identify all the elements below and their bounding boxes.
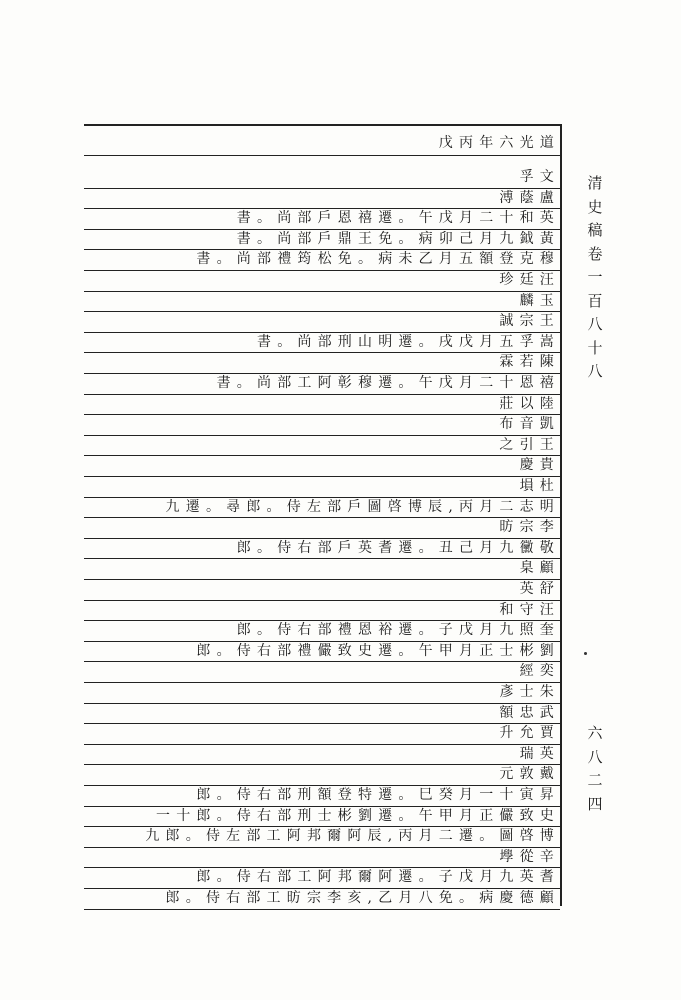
margin-dot <box>584 652 587 655</box>
table-row-text: 書。尚部戶恩禧遷。午戊月二十和英 <box>236 210 560 227</box>
row-divider <box>84 682 560 683</box>
table-row-text: 霖若陳 <box>499 354 560 371</box>
table-row-text: 郎。侍右部禮恩裕遷。子戊月九照奎 <box>236 622 560 639</box>
row-divider <box>84 600 560 601</box>
row-divider <box>84 311 560 312</box>
row-divider <box>84 455 560 456</box>
table-row-text: 瑞英 <box>519 745 560 762</box>
table-row-text: 郎。侍右部戶英耆遷。丑己月九黴敬 <box>236 539 560 556</box>
table-row-text: 溥蔭盧 <box>499 189 560 206</box>
table-row-text: 塤杜 <box>519 478 560 494</box>
table-row-text: 珍廷汪 <box>499 272 560 288</box>
table-row-text: 書。尚部禮筠松免。病未乙月五額登克穆 <box>196 251 560 268</box>
table-row-text: 麟玉 <box>519 292 560 309</box>
table-row-text: 九遷。尋郎。侍左部戶圖啓博辰,丙月二志明 <box>165 498 560 515</box>
table-top-border <box>84 124 560 126</box>
table-row-text: 額忠武 <box>499 704 560 721</box>
table-row-text: 郎。侍右部工阿邦爾阿遷。子戊月九英耆 <box>196 869 560 886</box>
table-row-text: 彥士朱 <box>499 684 560 700</box>
table-row-text: 一十郎。侍右部刑士彬劉遷。午甲月正儼致史 <box>156 807 560 824</box>
table-row-text: 㙾從辛 <box>499 848 560 865</box>
row-divider <box>84 744 560 745</box>
table-row-text: 經奕 <box>519 663 560 680</box>
table-right-rule <box>560 124 562 906</box>
table-row-text: 英舒 <box>519 581 560 597</box>
table-row-text: 昉宗李 <box>499 519 560 536</box>
row-divider <box>84 435 560 436</box>
row-divider <box>84 579 560 580</box>
table-row-text: 書。尚部刑山明遷。戌戊月五孚嵩 <box>257 333 560 350</box>
row-divider <box>84 703 560 704</box>
table-row-text: 元敦戴 <box>499 766 560 783</box>
volume-title: 清史稿卷一百八十八 <box>587 174 603 380</box>
table-row-text: 書。尚部戶鼎王免。病卯己月九鉞黃 <box>236 230 560 247</box>
table-row-text: 之引王 <box>499 436 560 453</box>
table-row-text: 孚文 <box>519 169 560 185</box>
table-row-text: 郎。侍右部刑額登特遷。巳癸月一十寅昇 <box>196 787 560 803</box>
row-divider <box>84 476 560 477</box>
row-divider <box>84 764 560 765</box>
row-divider <box>84 414 560 415</box>
table-row-text: 慶貴 <box>519 457 560 474</box>
row-divider <box>84 188 560 189</box>
row-divider <box>84 291 560 292</box>
table-row-text: 誠宗王 <box>499 313 560 330</box>
table-row-text: 莊以陸 <box>499 395 560 412</box>
table-row-text: 布音凱 <box>499 416 560 433</box>
table-row-text: 和守汪 <box>499 601 560 618</box>
row-divider <box>84 723 560 724</box>
page-number: 六八二四 <box>587 724 603 813</box>
table-header-divider <box>84 155 560 156</box>
table-row-text: 郎。侍右部工昉宗李亥,乙月八免。病慶德顧 <box>165 890 560 906</box>
table-row-text: 郎。侍右部禮儼致史遷。午甲月正士彬劉 <box>196 642 560 659</box>
table-row-text: 九郎。侍左部工阿邦爾阿辰,丙月二遷。圖啓博 <box>145 828 560 845</box>
table-header-text: 戊丙年六光道 <box>438 135 560 151</box>
table-row-text: 書。尚部工阿彰穆遷。午戊月二十恩禧 <box>216 375 560 391</box>
table-row-text: 升允賈 <box>499 725 560 742</box>
table-row-text: 臬顧 <box>519 560 560 577</box>
